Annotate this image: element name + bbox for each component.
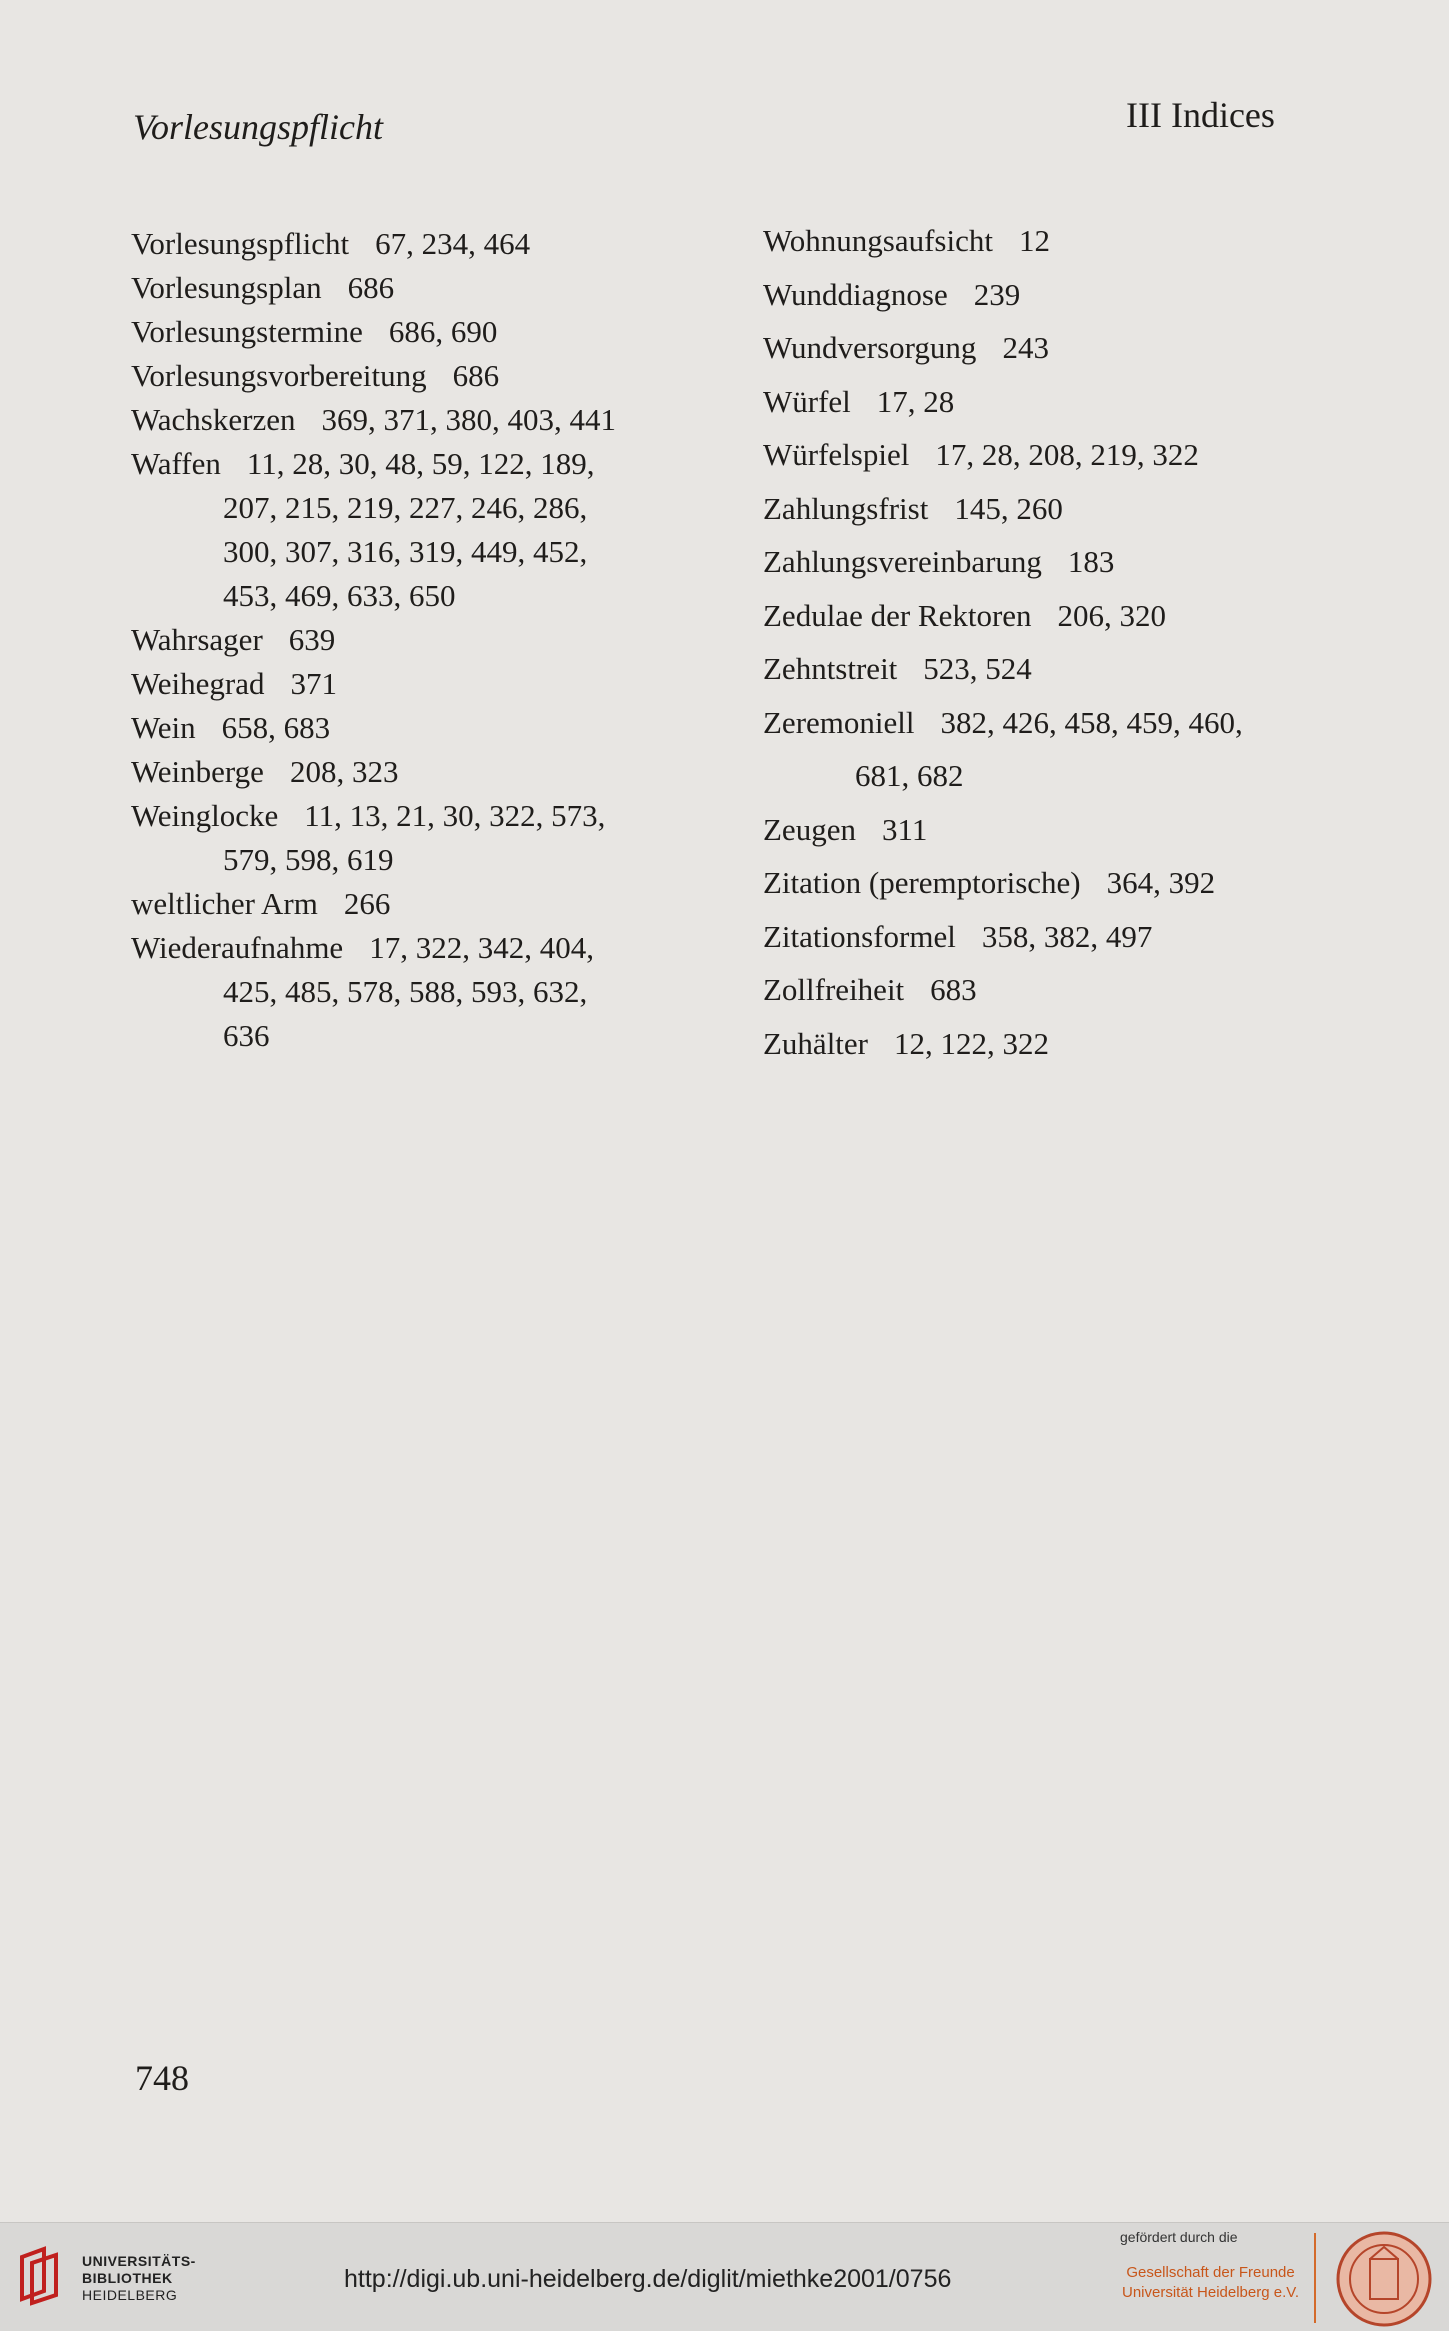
library-name	[82, 2253, 196, 2304]
index-page-refs: 371	[290, 666, 337, 701]
index-page-refs: 686	[452, 358, 500, 393]
index-term: Vorlesungspflicht	[131, 226, 350, 261]
left-index-entry-continuation: 636	[223, 1018, 270, 1053]
university-seal-icon	[1334, 2229, 1434, 2329]
left-index-entry-continuation: 207, 215, 219, 227, 246, 286,	[223, 490, 588, 525]
index-page-refs: 364, 392	[1106, 865, 1216, 900]
permalink-url[interactable]: http://digi.ub.uni-heidelberg.de/diglit/miethke2001/0756	[344, 2265, 952, 2293]
index-page-refs: 523, 524	[923, 651, 1032, 686]
right-index-entry	[763, 589, 1383, 643]
left-index-entry	[131, 794, 691, 838]
index-page-refs: 686, 690	[388, 314, 498, 349]
index-page-refs: 266	[343, 886, 391, 921]
right-index-entry	[763, 856, 1383, 910]
left-index-entry	[131, 706, 691, 750]
index-page-refs: 243	[1002, 330, 1049, 365]
running-head-right: III Indices	[1126, 95, 1275, 135]
index-term: Zedulae der Rektoren	[763, 597, 1032, 633]
index-page-refs: 206, 320	[1057, 597, 1167, 633]
index-page-refs: 17, 28, 208, 219, 322	[935, 437, 1199, 472]
society-name-line1: Gesellschaft der Freunde	[1126, 2264, 1295, 2281]
left-index-entry-continuation: 300, 307, 316, 319, 449, 452,	[223, 534, 588, 569]
index-page-refs: 239	[973, 276, 1021, 312]
index-page-refs: 686	[347, 270, 395, 305]
right-index-entry	[763, 963, 1383, 1017]
right-index-entry-continuation: 681, 682	[855, 758, 964, 793]
index-term: Zitationsformel	[763, 918, 956, 954]
library-name-line1: UNIVERSITÄTS-	[82, 2253, 196, 2269]
index-page-refs: 208, 323	[289, 754, 399, 789]
left-index-entry	[131, 926, 691, 970]
index-column-left	[131, 222, 691, 1058]
index-term: Wahrsager	[131, 622, 263, 657]
right-index-entry	[763, 910, 1383, 964]
index-page-refs: 17, 28	[876, 383, 955, 419]
index-page-refs: 382, 426, 458, 459, 460,	[940, 704, 1243, 740]
index-term: Würfelspiel	[763, 437, 910, 472]
index-page-refs: 358, 382, 497	[981, 918, 1153, 954]
library-name-line2: BIBLIOTHEK	[82, 2270, 173, 2286]
index-page-refs: 369, 371, 380, 403, 441	[321, 402, 616, 437]
society-name-line2: Universität Heidelberg e.V.	[1122, 2284, 1300, 2301]
left-index-entry	[131, 354, 691, 398]
index-page-refs: 12, 122, 322	[894, 1025, 1050, 1061]
index-term: Würfel	[763, 383, 851, 419]
left-index-entry	[131, 222, 691, 266]
index-page-refs: 658, 683	[221, 710, 331, 745]
index-page-refs: 683	[930, 972, 977, 1007]
index-term: Wein	[131, 710, 196, 745]
index-column-right	[763, 214, 1383, 1070]
index-term: Zahlungsvereinbarung	[763, 544, 1042, 579]
left-index-entry	[131, 618, 691, 662]
left-index-entry	[131, 398, 691, 442]
index-page-refs: 11, 28, 30, 48, 59, 122, 189,	[246, 446, 595, 481]
society-name	[1122, 2263, 1299, 2303]
right-index-entry	[763, 696, 1383, 750]
right-index-entry	[763, 268, 1383, 322]
left-index-entry	[131, 750, 691, 794]
library-name-line3: HEIDELBERG	[82, 2287, 178, 2303]
index-page-refs: 17, 322, 342, 404,	[369, 930, 594, 965]
left-index-entry	[131, 882, 691, 926]
right-index-entry	[763, 482, 1383, 536]
left-index-entry-continuation: 579, 598, 619	[223, 842, 394, 877]
index-term: Vorlesungstermine	[131, 314, 363, 349]
right-index-entry	[763, 535, 1383, 589]
index-term: Zeremoniell	[763, 704, 915, 740]
left-index-entry	[131, 662, 691, 706]
left-index-entry	[131, 266, 691, 310]
right-index-entry	[763, 375, 1383, 429]
page-number: 748	[135, 2058, 189, 2098]
index-term: Waffen	[131, 446, 221, 481]
index-page-refs: 145, 260	[954, 490, 1063, 526]
index-term: Wiederaufnahme	[131, 930, 344, 965]
index-page-refs: 67, 234, 464	[375, 226, 531, 261]
index-term: Zollfreiheit	[763, 972, 905, 1007]
index-page-refs: 639	[288, 622, 336, 657]
right-index-entry	[763, 642, 1383, 696]
index-term: Zehntstreit	[763, 651, 898, 686]
index-term: Wachskerzen	[131, 402, 296, 437]
left-index-entry-continuation: 425, 485, 578, 588, 593, 632,	[223, 974, 588, 1009]
index-term: Zitation (peremptorische)	[763, 865, 1081, 900]
right-index-entry	[763, 428, 1383, 482]
left-index-entry	[131, 442, 691, 486]
left-index-entry	[131, 310, 691, 354]
index-term: Weinberge	[131, 754, 264, 789]
index-page-refs: 183	[1067, 544, 1115, 579]
index-term: Weihegrad	[131, 666, 265, 701]
footer-bar	[0, 2222, 1449, 2331]
right-index-entry	[763, 321, 1383, 375]
running-head-left: Vorlesungspflicht	[133, 107, 383, 147]
index-term: Zeugen	[763, 811, 856, 847]
library-logo-icon	[14, 2243, 70, 2307]
index-term: Vorlesungsvorbereitung	[131, 358, 427, 393]
right-index-entry	[763, 1017, 1383, 1071]
index-page-refs: 12	[1018, 223, 1050, 258]
index-term: Vorlesungsplan	[131, 270, 322, 305]
index-term: Wundversorgung	[763, 330, 977, 365]
index-term: Zahlungsfrist	[763, 490, 929, 526]
right-index-entry	[763, 214, 1383, 268]
index-page-refs: 311	[881, 811, 928, 847]
right-index-entry	[763, 803, 1383, 857]
left-index-entry-continuation: 453, 469, 633, 650	[223, 578, 456, 613]
index-page-refs: 11, 13, 21, 30, 322, 573,	[304, 798, 606, 833]
index-term: Weinglocke	[131, 798, 279, 833]
funded-by-text: gefördert durch die	[1120, 2229, 1238, 2245]
index-term: Wohnungsaufsicht	[763, 223, 993, 258]
footer-divider	[1314, 2233, 1316, 2323]
index-term: Zuhälter	[763, 1025, 869, 1061]
index-term: weltlicher Arm	[131, 886, 318, 921]
index-term: Wunddiagnose	[763, 276, 948, 312]
